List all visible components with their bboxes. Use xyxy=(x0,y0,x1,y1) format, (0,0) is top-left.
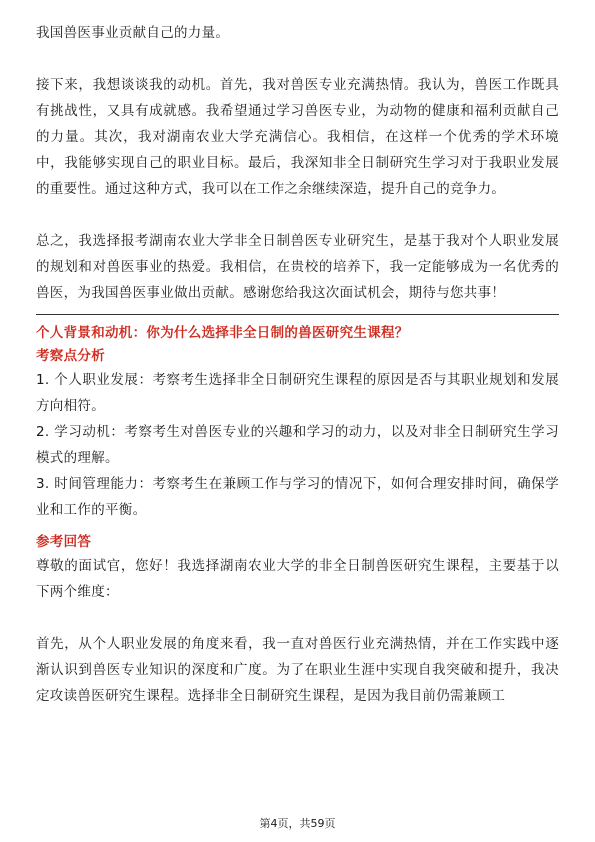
section-divider xyxy=(36,314,559,315)
question-heading: 个人背景和动机：你为什么选择非全日制的兽医研究生课程？ xyxy=(36,325,409,341)
answer-paragraph: 首先，从个人职业发展的角度来看，我一直对兽医行业充满热情，并在工作实践中逐渐认识到兽医专业知识的深度和广度。为了在职业生涯中实现自我突破和提升，我决定攻读兽医研究生课程。选择非全日制研究生课程，是因为我目前仍需兼顾工 xyxy=(36,636,559,704)
analysis-item-3: 3. 时间管理能力：考察考生在兼顾工作与学习的情况下，如何合理安排时间，确保学业和工作的平衡。 xyxy=(36,476,559,518)
conclusion-paragraph: 总之，我选择报考湖南农业大学非全日制兽医专业研究生，是基于我对个人职业发展的规划和对兽医事业的热爱。我相信，在贵校的培养下，我一定能够成为一名优秀的兽医，为我国兽医事业做出贡献。感谢您给我这次面试机会，期待与您共事！ xyxy=(36,233,559,301)
paragraph-gap xyxy=(36,605,559,631)
analysis-item-2: 2. 学习动机：考察考生对兽医专业的兴趣和学习的动力，以及对非全日制研究生学习模式的理解。 xyxy=(36,424,559,466)
page-number-footer: 第4页，共59页 xyxy=(259,817,336,830)
continued-paragraph: 我国兽医事业贡献自己的力量。 xyxy=(36,25,230,41)
answer-heading: 参考回答 xyxy=(36,534,92,550)
analysis-item-1: 1. 个人职业发展：考察考生选择非全日制研究生课程的原因是否与其职业规划和发展方向相符。 xyxy=(36,372,559,414)
paragraph-gap xyxy=(36,202,559,228)
motivation-paragraph: 接下来，我想谈谈我的动机。首先，我对兽医专业充满热情。我认为，兽医工作既具有挑战性，又具有成就感。我希望通过学习兽医专业，为动物的健康和福利贡献自己的力量。其次，我对湖南农业大学充满信心。我相信，在这样一个优秀的学术环境中，我能够实现自己的职业目标。最后，我深知非全日制研究生学习对于我职业发展的重要性。通过这种方式，我可以在工作之余继续深造，提升自己的竞争力。 xyxy=(36,77,559,197)
answer-intro: 尊敬的面试官，您好！我选择湖南农业大学的非全日制兽医研究生课程，主要基于以下两个维度： xyxy=(36,558,559,600)
paragraph-gap xyxy=(36,46,559,72)
page-content xyxy=(36,20,559,709)
analysis-heading: 考察点分析 xyxy=(36,348,105,364)
